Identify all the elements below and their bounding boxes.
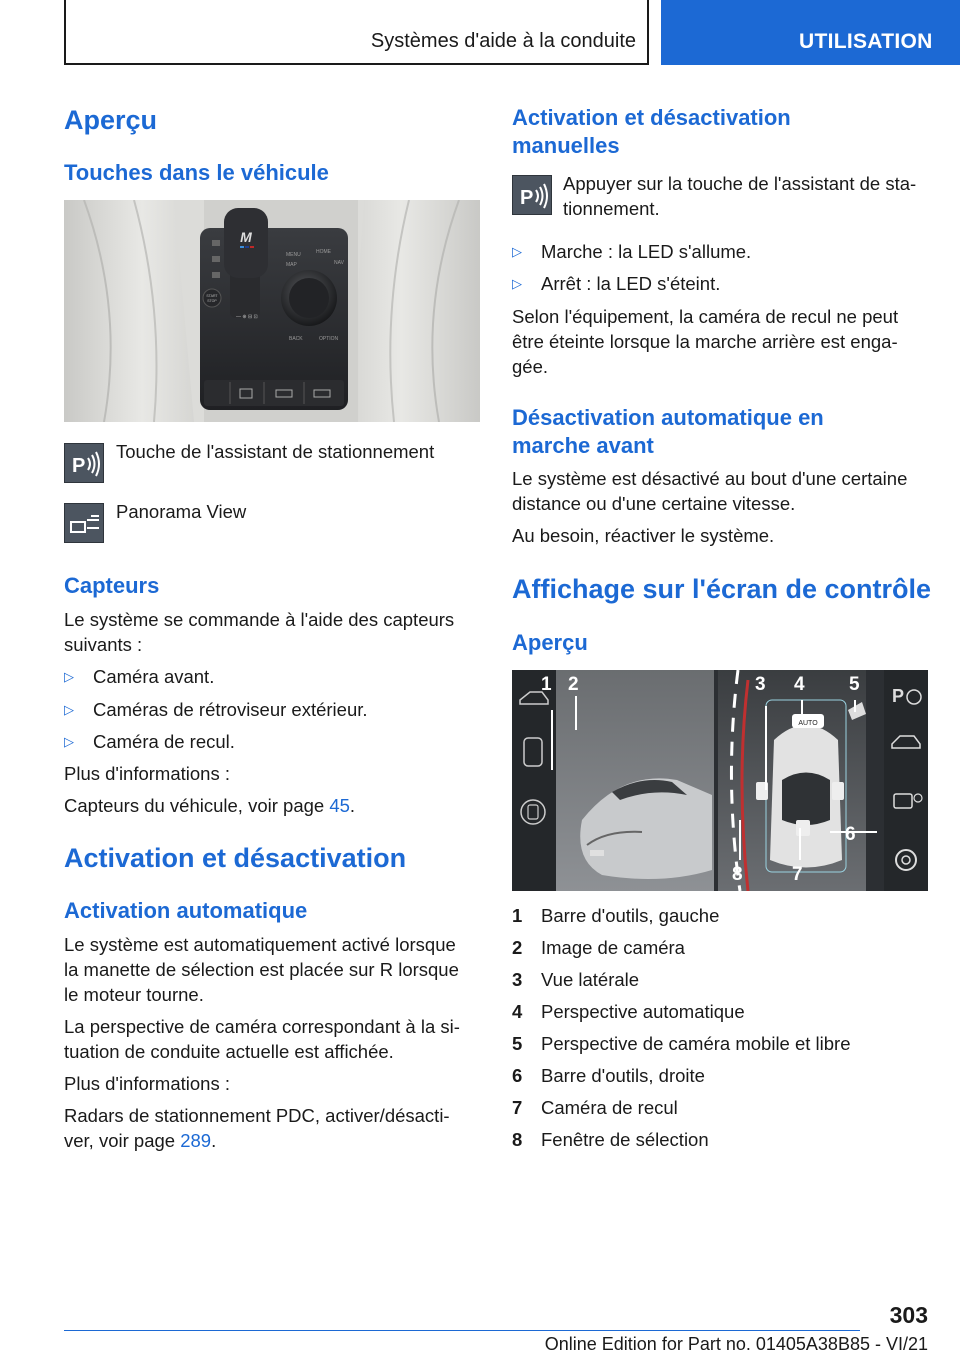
- heading-auto-activation: Activation automatique: [64, 898, 308, 923]
- sensors-page-reference: Capteurs du véhicule, voir page 45.: [64, 795, 356, 816]
- heading-activation: Activation et désactivation: [64, 843, 407, 873]
- header-right-tick: [647, 0, 649, 65]
- console-label-option: OPTION: [319, 336, 339, 342]
- heading-manual-activation-2: manuelles: [512, 133, 620, 158]
- console-label-menu: MENU: [286, 252, 301, 258]
- heading-auto-deactivation-1: Désactivation automatique en: [512, 405, 824, 430]
- console-label-nav: NAV: [334, 260, 344, 266]
- equipment-note-3: gée.: [512, 356, 549, 377]
- heading-sensors: Capteurs: [64, 573, 160, 598]
- screen-callout-3: 3: [755, 674, 766, 695]
- more-info-label-2: Plus d'informations :: [64, 1073, 230, 1094]
- footer-rule: [64, 1330, 860, 1331]
- auto-deactivation-text-2: distance ou d'une certaine vitesse.: [512, 493, 796, 514]
- auto-deactivation-text-3: Au besoin, réactiver le système.: [512, 525, 775, 546]
- parking-assistant-button-icon: [64, 443, 104, 483]
- heading-buttons-in-vehicle: Touches dans le véhicule: [64, 160, 329, 185]
- screen-callout-5: 5: [849, 674, 860, 695]
- header-section-tab[interactable]: UTILISATION: [661, 0, 960, 65]
- panorama-view-icon: [64, 503, 104, 543]
- center-console-photo: [64, 200, 480, 422]
- console-label-back: BACK: [289, 336, 303, 342]
- console-label-home: HOME: [316, 249, 331, 255]
- screen-callout-1: 1: [541, 674, 552, 695]
- screen-callout-7: 7: [792, 864, 803, 885]
- auto-deactivation-text-1: Le système est désactivé au bout d'une certaine: [512, 468, 908, 489]
- parking-assistant-button-icon: [512, 175, 552, 215]
- more-info-label: Plus d'informations :: [64, 763, 230, 784]
- svg-text:M: M: [240, 229, 252, 245]
- header-rule: [64, 63, 648, 65]
- screen-callout-2: 2: [568, 674, 579, 695]
- manual-instruction-line-2: tionnement.: [563, 198, 660, 219]
- screen-callout-4: 4: [794, 674, 805, 695]
- footer-edition: Online Edition for Part no. 01405A38B85 - VI/21: [544, 1334, 928, 1354]
- equipment-note-1: Selon l'équipement, la caméra de recul ne peut: [512, 306, 899, 327]
- header-chapter-title: Systèmes d'aide à la conduite: [370, 30, 636, 52]
- heading-control-display: Affichage sur l'écran de contrôle: [512, 574, 932, 604]
- svg-text:START: START: [206, 294, 218, 298]
- auto-activation-text-1: Le système est automatiquement activé lorsque: [64, 934, 456, 955]
- auto-activation-text-2: la manette de sélection est placée sur R lorsque: [64, 959, 459, 980]
- heading-auto-deactivation-2: marche avant: [512, 433, 654, 458]
- svg-text:STOP: STOP: [207, 299, 217, 303]
- camera-perspective-text-1: La perspective de caméra correspondant à la si‐: [64, 1016, 460, 1037]
- screen-auto-badge: AUTO: [798, 720, 818, 727]
- svg-text:— ⊕ ⊟ ⊡: — ⊕ ⊟ ⊡: [236, 314, 258, 320]
- camera-perspective-text-2: tuation de conduite actuelle est affichée.: [64, 1041, 394, 1062]
- sensors-intro-line-2: suivants :: [64, 634, 143, 655]
- svg-text:P: P: [892, 686, 905, 706]
- screen-callout-8: 8: [732, 864, 743, 885]
- equipment-note-2: être éteinte lorsque la marche arrière est enga‐: [512, 331, 898, 352]
- pdc-page-link[interactable]: 289: [180, 1130, 212, 1151]
- panorama-view-label: Panorama View: [116, 501, 247, 522]
- heading-overview: Aperçu: [64, 105, 158, 135]
- parking-assistant-button-label: Touche de l'assistant de stationnement: [116, 441, 435, 462]
- console-label-map: MAP: [286, 262, 297, 268]
- heading-manual-activation-1: Activation et désactivation: [512, 105, 791, 130]
- heading-display-overview: Aperçu: [512, 630, 588, 655]
- svg-text:P: P: [520, 187, 534, 209]
- svg-text:P: P: [72, 455, 86, 477]
- screen-callout-6: 6: [845, 824, 856, 845]
- camera-screen-illustration: [512, 670, 928, 891]
- sensors-intro-line-1: Le système se commande à l'aide des capteurs: [64, 609, 455, 630]
- page-number: 303: [889, 1302, 928, 1328]
- auto-activation-text-3: le moteur tourne.: [64, 984, 204, 1005]
- sensors-page-link[interactable]: 45: [329, 795, 350, 816]
- pdc-reference-line-1: Radars de stationnement PDC, activer/désacti‐: [64, 1105, 450, 1126]
- pdc-reference-line-2: ver, voir page 289.: [64, 1130, 217, 1151]
- manual-instruction-line-1: Appuyer sur la touche de l'assistant de sta‐: [563, 173, 917, 194]
